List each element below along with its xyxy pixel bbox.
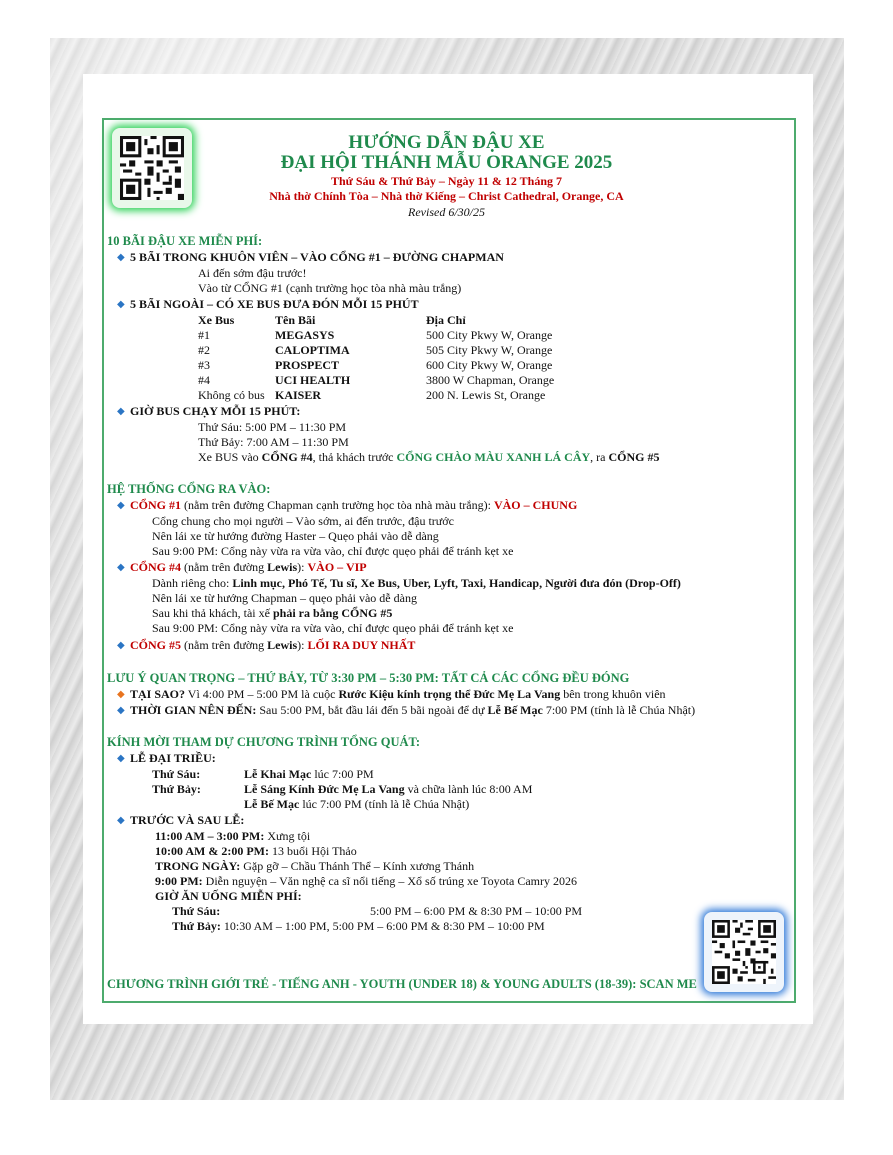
notice-heading: LƯU Ý QUAN TRỌNG – THỨ BẢY, TỪ 3:30 PM – 5:30 PM: TẤT CẢ CÁC CỔNG ĐỀU ĐÓNG xyxy=(107,671,630,685)
gate-4-info-3 xyxy=(152,606,392,621)
gate-4-vip-list: Linh mục, Phó Tế, Tu sĩ, Xe Bus, Uber, Lyft, Taxi, Handicap, Người đưa đón (Drop-Off) xyxy=(232,576,681,590)
mass-friday-label: Thứ Sáu: xyxy=(152,767,201,781)
mass-time: lúc 7:00 PM (tính là lễ Chúa Nhật) xyxy=(299,797,470,811)
inside-parking-line-2: Vào từ CỔNG #1 (cạnh trường học tòa nhà màu trắng) xyxy=(198,281,462,295)
mass-title: LỄ ĐẠI TRIỀU: xyxy=(130,751,216,765)
outside-parking-title: 5 BÃI NGOÀI – CÓ XE BUS ĐƯA ĐÓN MỖI 15 PHÚT xyxy=(130,297,419,311)
program-item-desc: 13 buổi Hội Thảo xyxy=(268,844,357,858)
revised-date: Revised 6/30/25 xyxy=(408,205,485,219)
gate-4-info-1 xyxy=(152,576,681,591)
program-item-time: 9:00 PM: xyxy=(155,874,203,888)
bullet-icon: ◆ xyxy=(117,562,125,573)
gate-4-label: CỔNG #4 xyxy=(130,560,181,574)
program-item xyxy=(155,874,577,889)
gate-1-tag: VÀO – CHUNG xyxy=(493,498,578,512)
gate-4-info-text: Dành riêng cho: xyxy=(152,576,233,590)
bus-schedule-friday: Thứ Sáu: 5:00 PM – 11:30 PM xyxy=(198,420,347,434)
meal-friday-label: Thứ Sáu: xyxy=(172,904,221,918)
bus-route-line xyxy=(198,450,660,465)
bus-route-gate-out: CỔNG #5 xyxy=(608,450,660,464)
notice-closing-mass: Lễ Bế Mạc xyxy=(487,703,543,717)
title-line-2: ĐẠI HỘI THÁNH MẪU ORANGE 2025 xyxy=(280,152,613,173)
meal-saturday-time: 10:30 AM – 1:00 PM, 5:00 PM – 6:00 PM & 8:30 PM – 10:00 PM xyxy=(220,919,545,933)
table-cell-lot: UCI HEALTH xyxy=(275,373,351,387)
bus-schedule-saturday: Thứ Bảy: 7:00 AM – 11:30 PM xyxy=(198,435,349,449)
gate-4-desc: (nằm trên đường xyxy=(181,560,268,574)
gates-heading: HỆ THỐNG CỔNG RA VÀO: xyxy=(107,482,271,496)
bus-schedule-title: GIỜ BUS CHẠY MỖI 15 PHÚT: xyxy=(130,404,301,418)
gate-5-street: Lewis xyxy=(267,638,298,652)
program-item-desc: Gặp gỡ – Chầu Thánh Thể – Kính xương Thánh xyxy=(240,859,475,873)
notice-when-line xyxy=(130,703,695,718)
gate-4-exit-rule: phải ra bằng CỔNG #5 xyxy=(272,606,393,620)
table-cell-lot: MEGASYS xyxy=(275,328,335,342)
mass-saturday-line-2 xyxy=(244,797,469,812)
mass-time: và chữa lành lúc 8:00 AM xyxy=(404,782,533,796)
bullet-icon: ◆ xyxy=(117,252,125,263)
table-cell-bus: #4 xyxy=(198,373,210,387)
mass-saturday-label: Thứ Bảy: xyxy=(152,782,201,796)
gate-4-desc: ): xyxy=(297,560,308,574)
gate-5-label: CỔNG #5 xyxy=(130,638,181,652)
program-item-desc: Diễn nguyện – Văn nghệ ca sĩ nổi tiếng – Xổ số trúng xe Toyota Camry 2026 xyxy=(202,874,577,888)
meal-title: GIỜ ĂN UỐNG MIỄN PHÍ: xyxy=(155,889,302,903)
title-line-1: HƯỚNG DẪN ĐẬU XE xyxy=(348,132,545,153)
around-mass-title: TRƯỚC VÀ SAU LỄ: xyxy=(130,813,245,827)
gate-1-info-3: Sau 9:00 PM: Cổng này vừa ra vừa vào, chỉ được quẹo phải để tránh kẹt xe xyxy=(152,544,514,558)
gate-4-line xyxy=(130,560,367,575)
gate-4-info-4: Sau 9:00 PM: Cổng này vừa ra vừa vào, chỉ được quẹo phải để tránh kẹt xe xyxy=(152,621,514,635)
gate-5-line xyxy=(130,638,415,653)
gate-1-line xyxy=(130,498,577,513)
mass-time: lúc 7:00 PM xyxy=(311,767,374,781)
gate-1-info-2: Nên lái xe từ hướng đường Haster – Quẹo phải vào dễ dàng xyxy=(152,529,439,543)
notice-text: Sau 5:00 PM, bắt đầu lái đến 5 bãi ngoài để dự xyxy=(256,703,488,717)
table-cell-address: 500 City Pkwy W, Orange xyxy=(426,328,553,342)
program-item-time: 11:00 AM – 3:00 PM: xyxy=(155,829,265,843)
bus-route-text: , ra xyxy=(590,450,609,464)
gate-4-tag: VÀO – VIP xyxy=(307,560,367,574)
bus-route-green-gate: CỔNG CHÀO MÀU XANH LÁ CÂY xyxy=(396,450,591,464)
inside-parking-line-1: Ai đến sớm đậu trước! xyxy=(198,266,307,280)
bullet-icon: ◆ xyxy=(117,640,125,651)
gate-5-desc: ): xyxy=(297,638,308,652)
bus-route-text: , thả khách trước xyxy=(312,450,397,464)
program-item-desc: Xưng tội xyxy=(264,829,311,843)
gate-5-tag: LỐI RA DUY NHẤT xyxy=(307,638,416,652)
table-cell-address: 3800 W Chapman, Orange xyxy=(426,373,555,387)
table-cell-lot: CALOPTIMA xyxy=(275,343,350,357)
event-dates: Thứ Sáu & Thứ Bảy – Ngày 11 & 12 Tháng 7 xyxy=(330,174,563,188)
meal-saturday-line xyxy=(172,919,545,934)
table-header-bus: Xe Bus xyxy=(198,313,235,327)
opening-mass: Lễ Khai Mạc xyxy=(244,767,312,781)
bullet-icon: ◆ xyxy=(117,753,125,764)
bullet-icon: ◆ xyxy=(117,705,125,716)
program-item xyxy=(155,829,310,844)
bullet-icon: ◆ xyxy=(117,689,125,700)
gate-1-label: CỔNG #1 xyxy=(130,498,181,512)
bullet-icon: ◆ xyxy=(117,500,125,511)
table-cell-bus: #3 xyxy=(198,358,210,372)
youth-program-footer: CHƯƠNG TRÌNH GIỚI TRẺ - TIẾNG ANH - YOUTH (UNDER 18) & YOUNG ADULTS (18-39): SCAN ME xyxy=(107,977,697,991)
table-cell-bus: #2 xyxy=(198,343,210,357)
gate-5-desc: (nằm trên đường xyxy=(181,638,268,652)
table-cell-bus: #1 xyxy=(198,328,210,342)
program-item xyxy=(155,844,357,859)
event-location: Nhà thờ Chính Tòa – Nhà thờ Kiếng – Christ Cathedral, Orange, CA xyxy=(269,189,624,203)
table-cell-address: 600 City Pkwy W, Orange xyxy=(426,358,553,372)
program-item xyxy=(155,859,474,874)
table-cell-address: 200 N. Lewis St, Orange xyxy=(426,388,546,402)
program-heading: KÍNH MỜI THAM DỰ CHƯƠNG TRÌNH TỔNG QUÁT: xyxy=(107,735,421,749)
table-header-lot: Tên Bãi xyxy=(275,313,316,327)
bullet-icon: ◆ xyxy=(117,299,125,310)
notice-text: bên trong khuôn viên xyxy=(560,687,666,701)
notice-procession: Rước Kiệu kính trọng thể Đức Mẹ La Vang xyxy=(338,687,561,701)
gate-4-info-text: Sau khi thả khách, tài xế xyxy=(152,606,273,620)
table-cell-bus: Không có bus xyxy=(198,388,265,402)
meal-friday-time: 5:00 PM – 6:00 PM & 8:30 PM – 10:00 PM xyxy=(370,904,583,918)
meal-saturday-label: Thứ Bảy: xyxy=(172,919,221,933)
bullet-icon: ◆ xyxy=(117,406,125,417)
notice-why-line xyxy=(130,687,666,702)
program-item-time: TRONG NGÀY: xyxy=(155,859,241,873)
table-cell-lot: PROSPECT xyxy=(275,358,340,372)
parking-heading: 10 BÃI ĐẬU XE MIỄN PHÍ: xyxy=(107,234,263,248)
notice-when-label: THỜI GIAN NÊN ĐẾN: xyxy=(130,703,257,717)
gate-4-info-2: Nên lái xe từ hướng Chapman – quẹo phải vào dễ dàng xyxy=(152,591,417,605)
table-header-address: Địa Chỉ xyxy=(426,313,466,327)
bus-route-gate-in: CỔNG #4 xyxy=(261,450,313,464)
mass-saturday-line xyxy=(244,782,532,797)
inside-parking-title: 5 BÃI TRONG KHUÔN VIÊN – VÀO CỔNG #1 – ĐƯỜNG CHAPMAN xyxy=(130,250,504,264)
notice-text: 7:00 PM (tính là lễ Chúa Nhật) xyxy=(542,703,696,717)
closing-mass: Lễ Bế Mạc xyxy=(244,797,300,811)
gate-1-desc: (nằm trên đường Chapman cạnh trường học tòa nhà màu trắng): xyxy=(181,498,494,512)
program-item-time: 10:00 AM & 2:00 PM: xyxy=(155,844,269,858)
mass-friday-line xyxy=(244,767,374,782)
gate-4-street: Lewis xyxy=(267,560,298,574)
table-cell-address: 505 City Pkwy W, Orange xyxy=(426,343,553,357)
notice-text: Vì 4:00 PM – 5:00 PM là cuộc xyxy=(185,687,339,701)
table-cell-lot: KAISER xyxy=(275,388,322,402)
bullet-icon: ◆ xyxy=(117,815,125,826)
gate-1-info-1: Cổng chung cho mọi người – Vào sớm, ai đến trước, đậu trước xyxy=(152,514,454,528)
qr-code-icon xyxy=(712,920,776,984)
morning-mass: Lễ Sáng Kính Đức Mẹ La Vang xyxy=(244,782,405,796)
qr-code-youth[interactable] xyxy=(704,912,784,992)
bus-route-text: Xe BUS vào xyxy=(198,450,262,464)
notice-why-label: TẠI SAO? xyxy=(130,687,186,701)
